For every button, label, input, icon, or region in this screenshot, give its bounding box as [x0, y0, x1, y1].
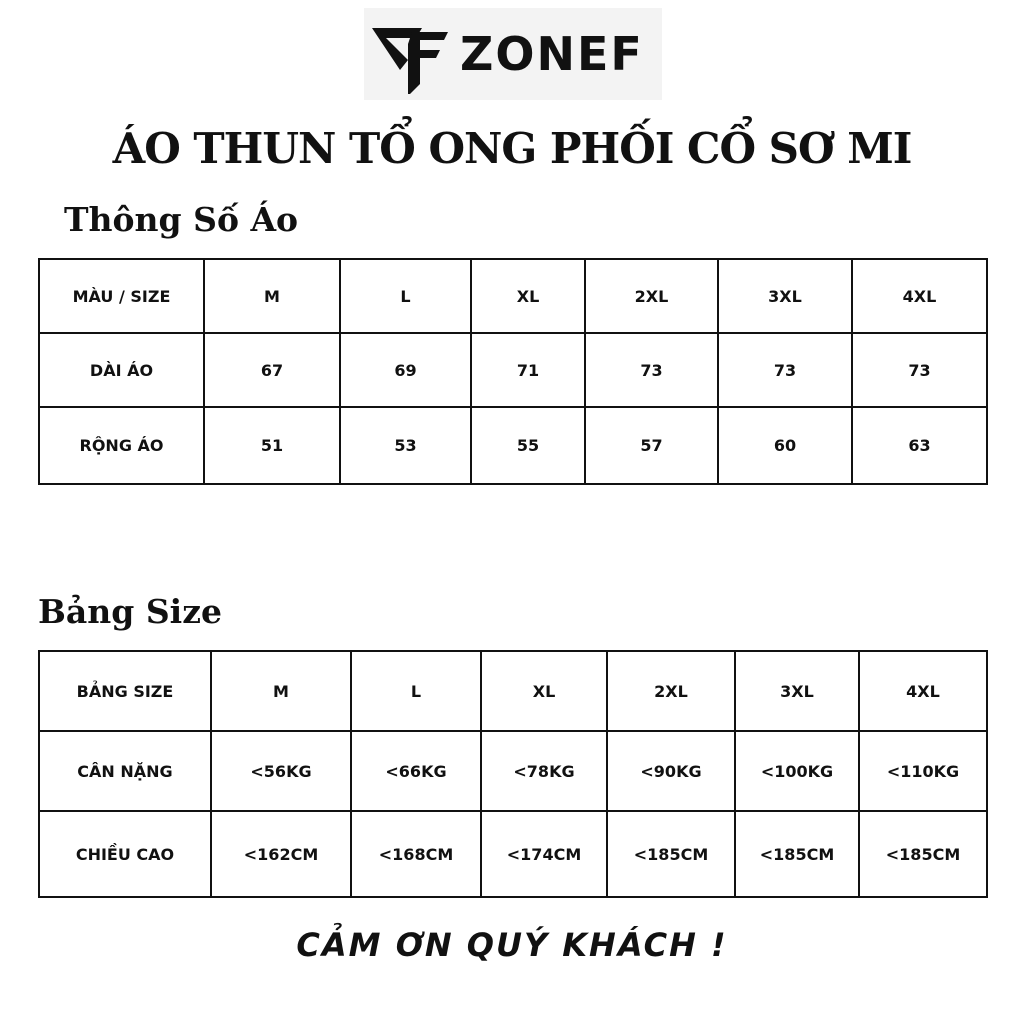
table-cell: M	[204, 259, 340, 333]
table-row	[39, 731, 987, 811]
product-title: ÁO THUN TỔ ONG PHỐI CỔ SƠ MI	[112, 124, 912, 173]
brand-logo	[364, 8, 662, 100]
table-cell: 73	[852, 333, 987, 407]
table-cell: 4XL	[859, 651, 987, 731]
table-cell: 3XL	[718, 259, 852, 333]
table-cell: BẢNG SIZE	[39, 651, 211, 731]
table-cell: DÀI ÁO	[39, 333, 204, 407]
table-cell: CÂN NẶNG	[39, 731, 211, 811]
table-cell: <78KG	[481, 731, 607, 811]
table-cell: 71	[471, 333, 585, 407]
table-cell: <168CM	[351, 811, 481, 897]
table-cell: XL	[471, 259, 585, 333]
table-cell: 2XL	[607, 651, 735, 731]
size-table	[38, 650, 988, 898]
table-cell: <90KG	[607, 731, 735, 811]
table-cell: <174CM	[481, 811, 607, 897]
spec-table	[38, 258, 988, 485]
table-cell: 2XL	[585, 259, 718, 333]
table-cell: M	[211, 651, 351, 731]
table-cell: 4XL	[852, 259, 987, 333]
table-row	[39, 407, 987, 484]
table-cell: RỘNG ÁO	[39, 407, 204, 484]
table-cell: <100KG	[735, 731, 859, 811]
table-header-row	[39, 651, 987, 731]
table-cell: <185CM	[735, 811, 859, 897]
table-cell: <185CM	[859, 811, 987, 897]
table-cell: 57	[585, 407, 718, 484]
table-cell: L	[351, 651, 481, 731]
table-cell: <56KG	[211, 731, 351, 811]
table-cell: 67	[204, 333, 340, 407]
size-heading: Bảng Size	[38, 592, 222, 631]
table-cell: 3XL	[735, 651, 859, 731]
zf-monogram-icon	[368, 14, 452, 94]
brand-name: ZONEF	[460, 27, 644, 81]
table-cell: 69	[340, 333, 471, 407]
table-cell: <185CM	[607, 811, 735, 897]
table-cell: 73	[718, 333, 852, 407]
thank-you-note: CẢM ƠN QUÝ KHÁCH !	[296, 926, 728, 964]
table-row	[39, 333, 987, 407]
table-cell: XL	[481, 651, 607, 731]
table-cell: <162CM	[211, 811, 351, 897]
table-cell: 53	[340, 407, 471, 484]
table-cell: MÀU / SIZE	[39, 259, 204, 333]
table-cell: 60	[718, 407, 852, 484]
spec-heading: Thông Số Áo	[64, 200, 299, 239]
table-row	[39, 811, 987, 897]
table-header-row	[39, 259, 987, 333]
table-cell: 55	[471, 407, 585, 484]
table-cell: 63	[852, 407, 987, 484]
table-cell: <110KG	[859, 731, 987, 811]
table-cell: <66KG	[351, 731, 481, 811]
table-cell: 73	[585, 333, 718, 407]
table-cell: 51	[204, 407, 340, 484]
table-cell: L	[340, 259, 471, 333]
table-cell: CHIỀU CAO	[39, 811, 211, 897]
